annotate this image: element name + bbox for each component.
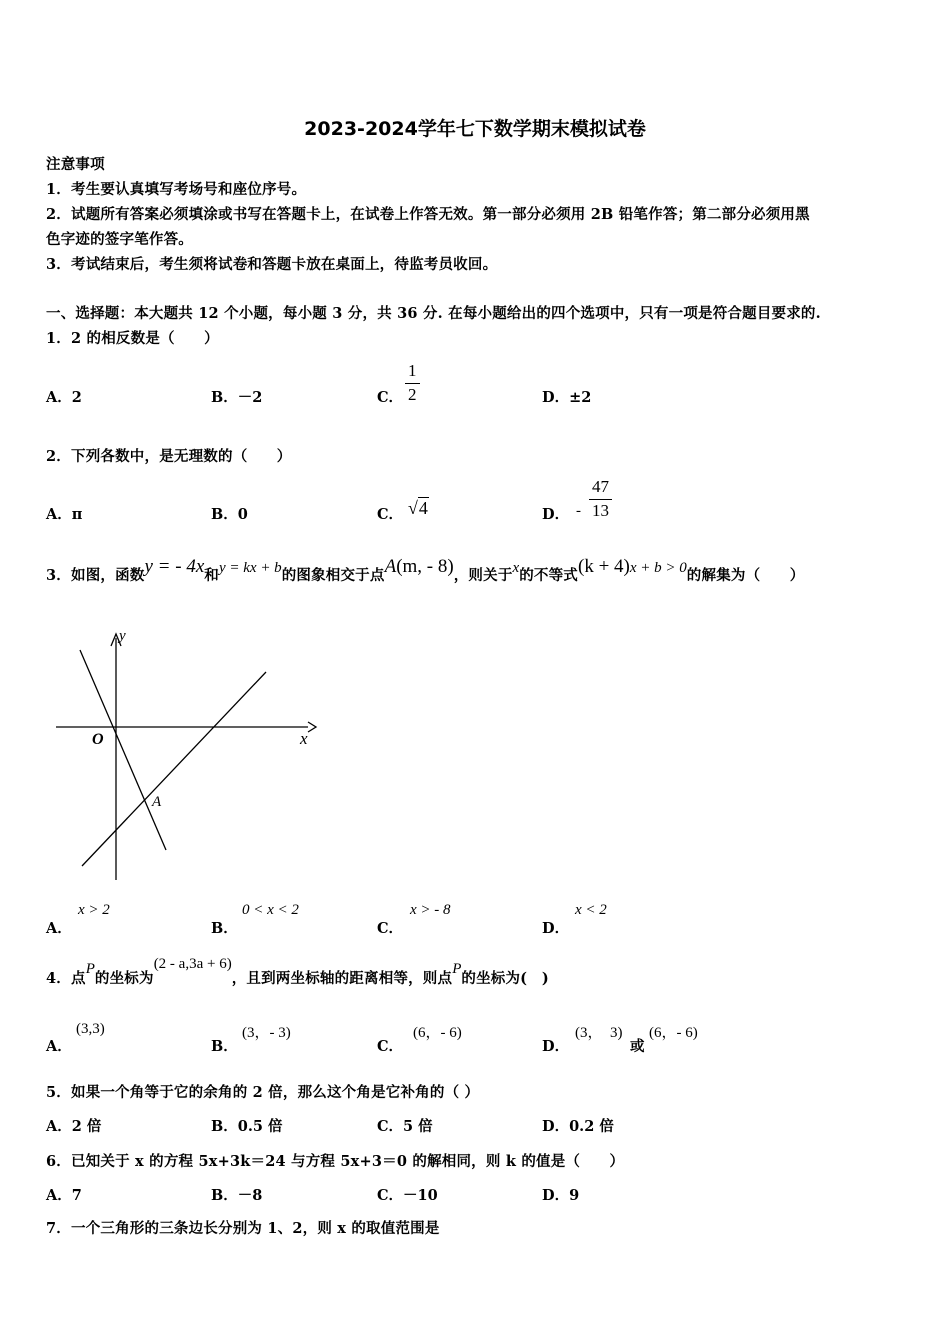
notice-item-2-cont: 色字迹的签字笔作答。 (46, 231, 193, 248)
q3-option-d: x < 2 (575, 902, 607, 918)
q5-option-d: D．0.2 倍 (542, 1118, 614, 1135)
q5-stem: 5．如果一个角等于它的余角的 2 倍，那么这个角是它补角的（ ） (46, 1084, 480, 1101)
section-heading: 一、选择题：本大题共 12 个小题，每小题 3 分，共 36 分. 在每小题给出的四个选项中，只有一项是符合题目要求的. (46, 305, 821, 322)
q4-option-d-or: 或 (630, 1038, 645, 1055)
q2-option-d-label: D． (542, 506, 570, 523)
page-title: 2023-2024学年七下数学期末模拟试卷 (304, 118, 646, 140)
q1-option-a: A．2 (46, 389, 82, 406)
q2-stem: 2．下列各数中，是无理数的（ ） (46, 448, 292, 465)
q2-option-a: A．π (46, 506, 83, 523)
q4-option-d-second: (6，- 6) (649, 1025, 698, 1041)
q1-option-b: B．－2 (211, 389, 263, 406)
q1-option-c-label: C． (377, 389, 404, 406)
q3-option-a-label: A． (46, 920, 72, 937)
q6-option-a: A．7 (46, 1187, 82, 1204)
q1-option-c-fraction: $\frac{1}{2}$ (405, 362, 420, 404)
q3-stem: 3．如图，函数y = - 4x和y = kx + b的图象相交于点A(m, - 8)，则关于x的不等式(k + 4)x + b > 0的解集为（ ） (46, 556, 805, 584)
line-y-kx-b (82, 672, 266, 866)
q4-stem: 4．点P的坐标为(2 - a,3a + 6)，且到两坐标轴的距离相等，则点P的坐标为( ) (46, 956, 549, 987)
q3-option-d-label: D． (542, 920, 570, 937)
x-axis-label: x (300, 729, 308, 748)
q5-option-b: B．0.5 倍 (211, 1118, 283, 1135)
q4-option-b: (3，- 3) (242, 1025, 291, 1041)
q3-option-c: x > - 8 (410, 902, 451, 918)
q2-option-d-fraction: $\frac{47}{13}$ (589, 478, 612, 520)
q1-stem: 1．2 的相反数是（ ） (46, 330, 219, 347)
q4-option-b-label: B． (211, 1038, 238, 1055)
y-axis-label: y (119, 628, 126, 644)
q6-option-b: B．－8 (211, 1187, 263, 1204)
q4-option-d-label: D． (542, 1038, 570, 1055)
notice-heading: 注意事项 (46, 156, 105, 173)
q2-option-d-sign: - (576, 503, 581, 519)
notice-item-3: 3．考试结束后，考生须将试卷和答题卡放在桌面上，待监考员收回。 (46, 256, 498, 273)
q2-option-b: B．0 (211, 506, 248, 523)
q3-option-c-label: C． (377, 920, 404, 937)
point-a-label: A (152, 794, 162, 810)
q4-option-a: (3,3) (76, 1021, 105, 1037)
q4-option-a-label: A． (46, 1038, 72, 1055)
q5-option-a: A．2 倍 (46, 1118, 102, 1135)
q3-option-a: x > 2 (78, 902, 110, 918)
q6-stem: 6．已知关于 x 的方程 5x+3k＝24 与方程 5x+3＝0 的解相同，则 k 的值是（ ） (46, 1153, 625, 1170)
q2-option-c-label: C． (377, 506, 404, 523)
line-y-neg4x (80, 650, 166, 850)
q4-option-c-label: C． (377, 1038, 404, 1055)
q6-option-c: C．－10 (377, 1187, 438, 1204)
q6-option-d: D．9 (542, 1187, 580, 1204)
notice-item-2: 2．试题所有答案必须填涂或书写在答题卡上，在试卷上作答无效。第一部分必须用 2B 铅笔作答；第二部分必须用黑 (46, 206, 810, 223)
origin-label: O (92, 731, 104, 748)
q3-option-b-label: B． (211, 920, 238, 937)
q3-function-graph (46, 620, 326, 890)
q1-option-d: D．±2 (542, 389, 592, 406)
q7-stem: 7．一个三角形的三条边长分别为 1、2，则 x 的取值范围是 (46, 1220, 440, 1237)
q5-option-c: C．5 倍 (377, 1118, 433, 1135)
notice-item-1: 1．考生要认真填写考场号和座位序号。 (46, 181, 307, 198)
x-axis-arrow-icon (308, 722, 316, 732)
q4-option-d-first: (3， 3) (575, 1025, 623, 1041)
q3-option-b: 0 < x < 2 (242, 902, 299, 918)
q4-option-c: (6，- 6) (413, 1025, 462, 1041)
q2-option-c-sqrt: √4 (408, 498, 428, 518)
